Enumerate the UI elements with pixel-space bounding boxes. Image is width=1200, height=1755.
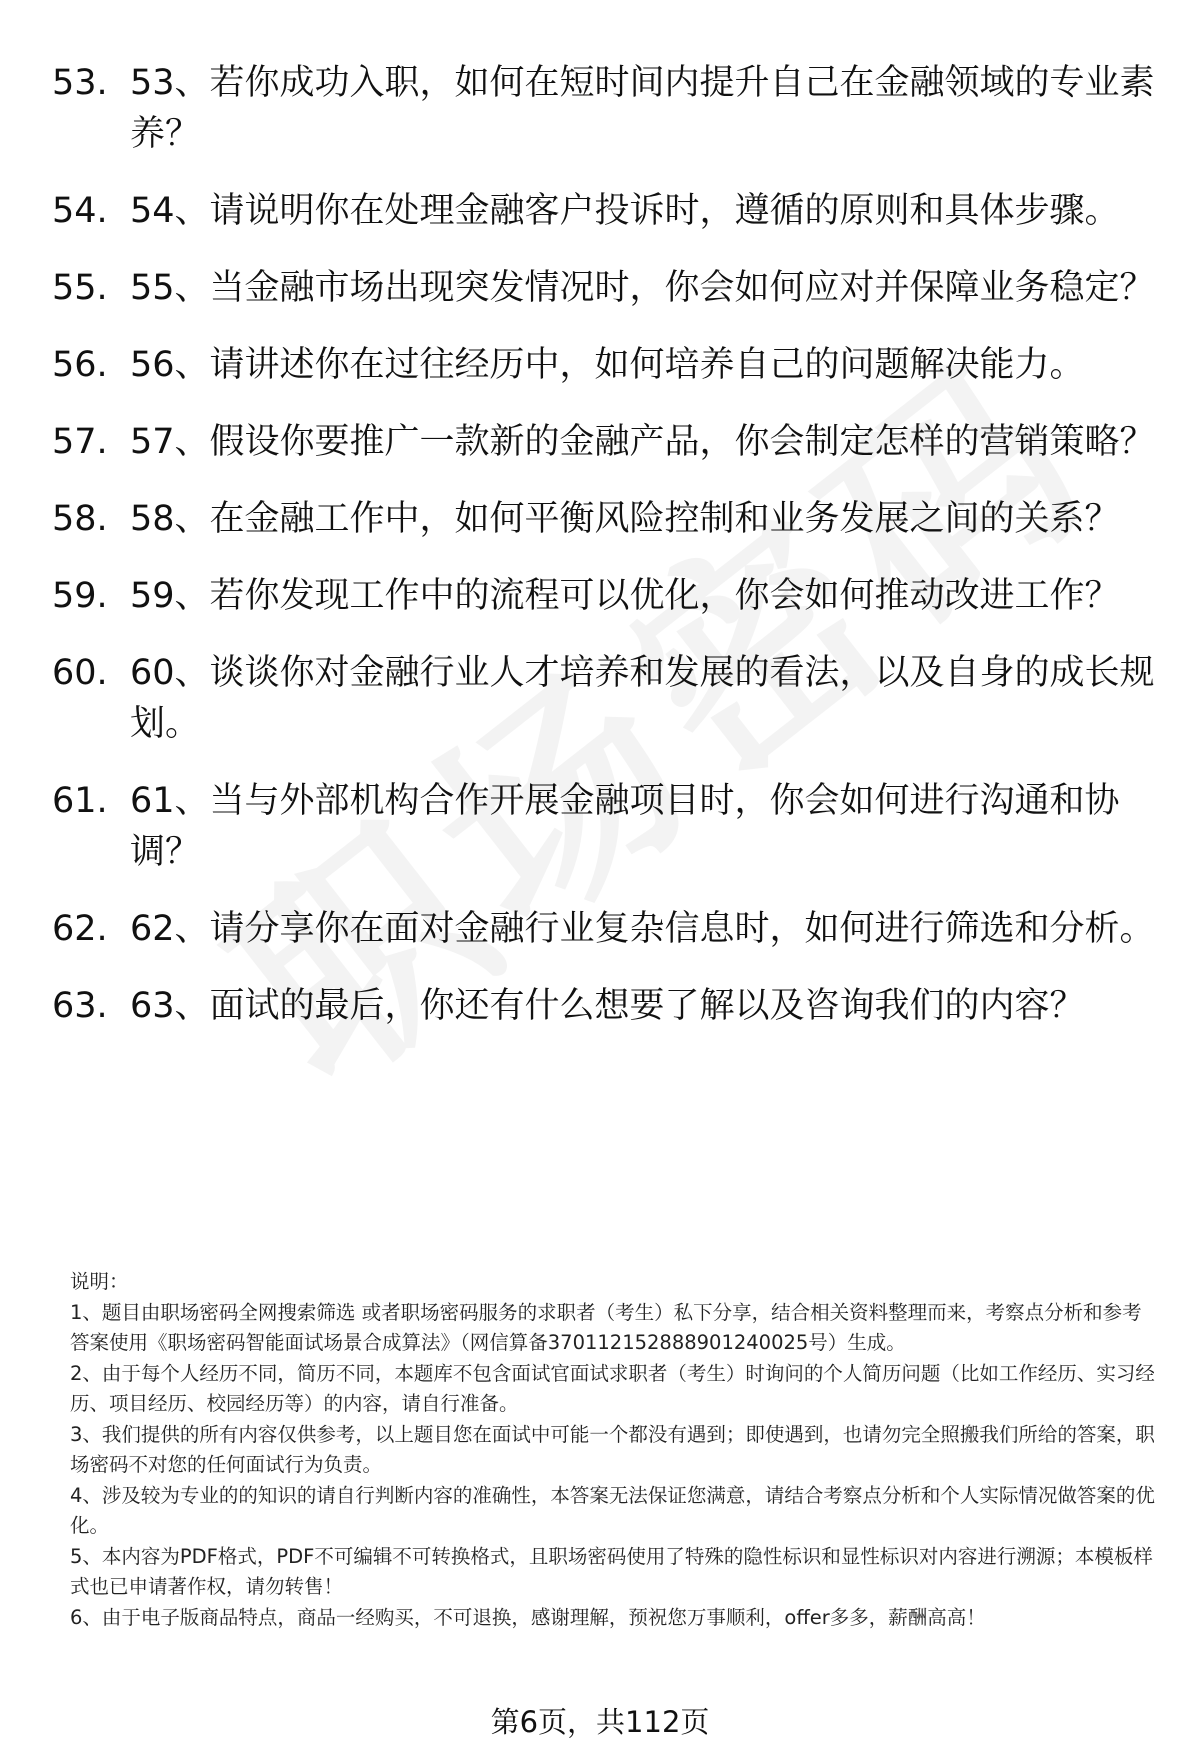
question-item xyxy=(52,648,1162,750)
question-number: 54. xyxy=(52,191,108,231)
question-item xyxy=(52,571,1162,622)
question-text: 60、谈谈你对金融行业人才培养和发展的看法，以及自身的成长规划。 xyxy=(130,653,1155,744)
question-number: 61. xyxy=(52,781,108,821)
question-text: 58、在金融工作中，如何平衡风险控制和业务发展之间的关系？ xyxy=(130,499,1120,539)
note-item: 5、本内容为PDF格式，PDF不可编辑不可转换格式，且职场密码使用了特殊的隐性标识和显性标识对内容进行溯源；本模板样式也已申请著作权，请勿转售！ xyxy=(70,1544,1153,1598)
question-number: 55. xyxy=(52,268,108,308)
question-text: 62、请分享你在面对金融行业复杂信息时，如何进行筛选和分析。 xyxy=(130,909,1155,949)
question-text: 57、假设你要推广一款新的金融产品，你会制定怎样的营销策略？ xyxy=(130,422,1155,462)
question-item xyxy=(52,263,1162,314)
question-item xyxy=(52,776,1162,878)
question-item xyxy=(52,904,1162,955)
question-number: 57. xyxy=(52,422,108,462)
question-item xyxy=(52,494,1162,545)
notes-title: 说明： xyxy=(70,1270,129,1293)
question-number: 59. xyxy=(52,576,108,616)
question-item xyxy=(52,981,1162,1032)
question-text: 56、请讲述你在过往经历中，如何培养自己的问题解决能力。 xyxy=(130,345,1085,385)
question-item xyxy=(52,340,1162,391)
question-number: 56. xyxy=(52,345,108,385)
question-number: 58. xyxy=(52,499,108,539)
question-item xyxy=(52,417,1162,468)
question-number: 60. xyxy=(52,653,108,693)
note-item: 2、由于每个人经历不同，简历不同，本题库不包含面试官面试求职者（考生）时询问的个人简历问题（比如工作经历、实习经历、项目经历、校园经历等）的内容，请自行准备。 xyxy=(70,1361,1155,1415)
note-item: 1、题目由职场密码全网搜索筛选 或者职场密码服务的求职者（考生）私下分享，结合相关资料整理而来，考察点分析和参考答案使用《职场密码智能面试场景合成算法》（网信算备370112152888901240025号）生成。 xyxy=(70,1300,1142,1354)
note-item: 6、由于电子版商品特点，商品一经购买，不可退换，感谢理解，预祝您万事顺利，offer多多，薪酬高高！ xyxy=(70,1605,986,1629)
question-list xyxy=(52,58,1162,1058)
question-item xyxy=(52,186,1162,237)
question-text: 54、请说明你在处理金融客户投诉时，遵循的原则和具体步骤。 xyxy=(130,191,1120,231)
question-text: 59、若你发现工作中的流程可以优化，你会如何推动改进工作？ xyxy=(130,576,1120,616)
question-number: 53. xyxy=(52,63,108,103)
note-item: 3、我们提供的所有内容仅供参考，以上题目您在面试中可能一个都没有遇到；即使遇到，也请勿完全照搬我们所给的答案，职场密码不对您的任何面试行为负责。 xyxy=(70,1422,1155,1476)
page-number: 第6页，共112页 xyxy=(490,1705,710,1739)
question-number: 63. xyxy=(52,986,108,1026)
question-text: 63、面试的最后，你还有什么想要了解以及咨询我们的内容？ xyxy=(130,986,1085,1026)
notes-section xyxy=(70,1267,1160,1633)
question-text: 55、当金融市场出现突发情况时，你会如何应对并保障业务稳定？ xyxy=(130,268,1155,308)
question-text: 61、当与外部机构合作开展金融项目时，你会如何进行沟通和协调？ xyxy=(130,781,1120,872)
question-item xyxy=(52,58,1162,160)
question-number: 62. xyxy=(52,909,108,949)
question-text: 53、若你成功入职，如何在短时间内提升自己在金融领域的专业素养？ xyxy=(130,63,1155,154)
note-item: 4、涉及较为专业的的知识的请自行判断内容的准确性，本答案无法保证您满意，请结合考察点分析和个人实际情况做答案的优化。 xyxy=(70,1483,1155,1537)
